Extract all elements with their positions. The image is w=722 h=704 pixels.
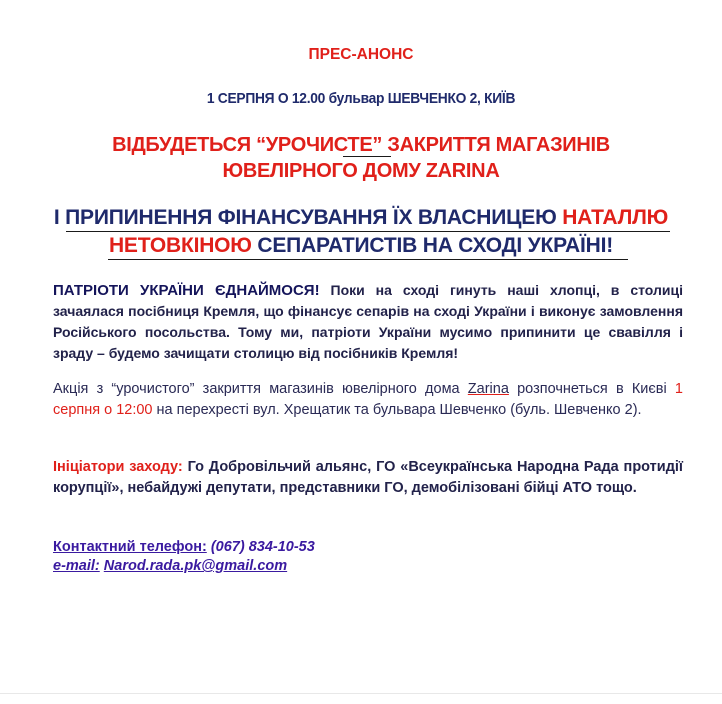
action-brand: Zarina bbox=[467, 381, 509, 397]
paragraph-action bbox=[53, 379, 683, 421]
event-heading-line1 bbox=[0, 133, 722, 157]
press-announcement-title: ПРЕС-АНОНС bbox=[308, 46, 414, 63]
action-part1: Акція з “урочистого” закриття магазинів ювелірного дома bbox=[53, 381, 468, 397]
email-label: e-mail: bbox=[53, 558, 100, 574]
initiators-body: Го Добровільчий альянс, ГО «Всеукраїнська Народна Рада протидії корупції», небайдужі депутати, представники ГО, демобілізовані бійці АТО тощо. bbox=[53, 459, 683, 496]
owner-last-name: НЕТОВКІНОЮ bbox=[108, 234, 252, 257]
event-heading-line1-a: ВІДБУДЕТЬСЯ “УРОЧИСТЕ” bbox=[112, 134, 383, 156]
paragraph-initiators bbox=[53, 457, 683, 499]
email-link[interactable]: Narod.rada.pk@gmail.com bbox=[103, 558, 288, 574]
termination-text-a: І ПРИПИНЕННЯ ФІНАНСУВАННЯ ЇХ ВЛАСНИЦЕЮ bbox=[53, 206, 563, 229]
date-location-line: 1 СЕРПНЯ О 12.00 бульвар ШЕВЧЕНКО 2, КИЇВ bbox=[206, 90, 516, 107]
owner-first-name: НАТАЛЛЮ bbox=[562, 206, 669, 229]
termination-heading-line2 bbox=[0, 233, 722, 258]
patriots-body: Поки на сході гинуть наші хлопці, в столиці зачаялася посібниця Кремля, що фінансує сепарів на сході України і виконує замовлення Російського посольства. Тому ми, патріоти України мусимо припинити це свавілля і зраду – будемо зачищати столицю від посібників Кремля! bbox=[53, 282, 683, 361]
paragraph-patriots bbox=[53, 280, 683, 364]
phone-number[interactable]: (067) 834-10-53 bbox=[206, 539, 315, 555]
event-heading-line1-b: ЗАКРИТТЯ МАГАЗИНІВ bbox=[382, 134, 610, 156]
termination-underline-1 bbox=[66, 231, 670, 232]
initiators-label: Ініціатори заходу: bbox=[53, 459, 183, 475]
event-heading-underline bbox=[343, 156, 391, 157]
termination-text-b: СЕПАРАТИСТІВ НА СХОДІ УКРАЇНІ! bbox=[251, 234, 614, 257]
action-part3: на перехресті вул. Хрещатик та бульвара Шевченко (буль. Шевченко 2). bbox=[152, 402, 642, 418]
action-part2: розпочнеться в Києві bbox=[508, 381, 675, 397]
contact-email-line bbox=[53, 556, 287, 576]
page-bottom-edge bbox=[0, 693, 722, 694]
contact-phone-line bbox=[53, 537, 315, 557]
phone-label: Контактний телефон: bbox=[53, 539, 207, 555]
action-time: 1 серпня о 12:00 bbox=[53, 381, 683, 418]
termination-heading-line1 bbox=[0, 205, 722, 230]
event-heading-line2: ЮВЕЛІРНОГО ДОМУ ZARINA bbox=[222, 160, 500, 182]
termination-underline-2 bbox=[108, 259, 628, 260]
patriots-lead: ПАТРІОТИ УКРАЇНИ ЄДНАЙМОСЯ! bbox=[53, 282, 320, 299]
